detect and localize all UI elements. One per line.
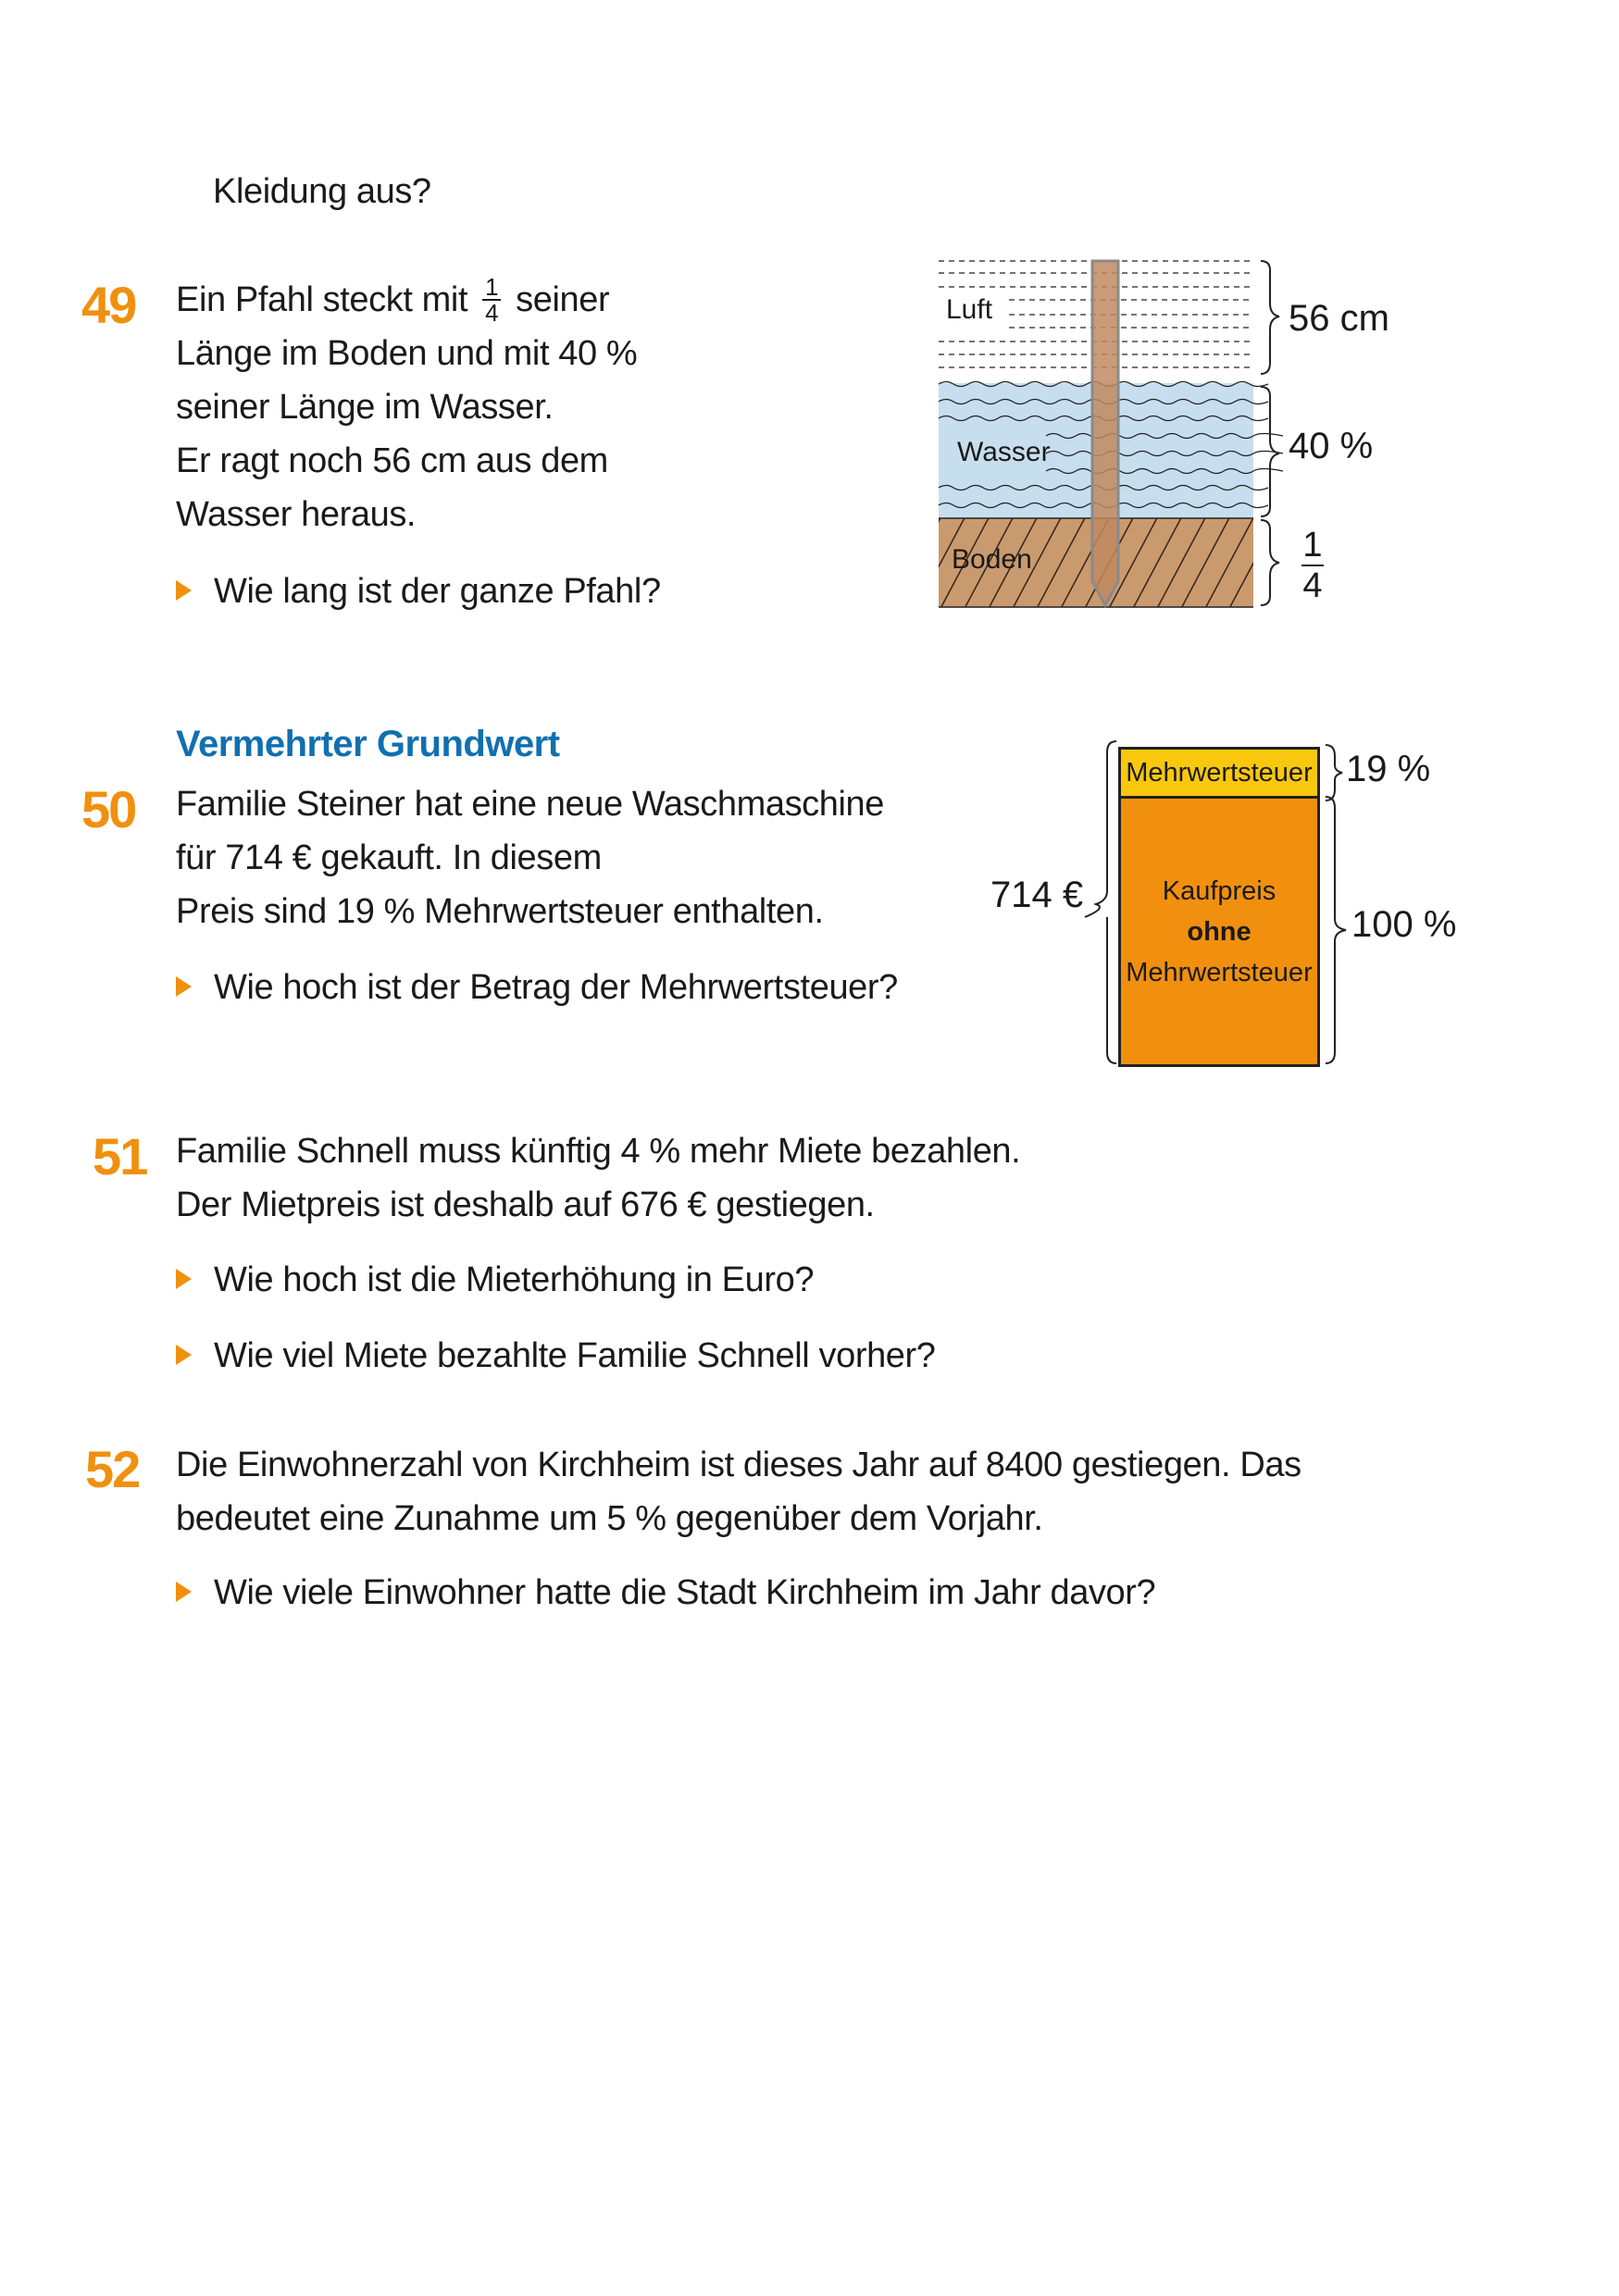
task-51-line-1: Familie Schnell muss künftig 4 % mehr Miete bezahlen. <box>176 1132 1021 1171</box>
fraction-one-quarter <box>482 272 501 327</box>
question-text: Wie viele Einwohner hatte die Stadt Kirchheim im Jahr davor? <box>214 1573 1156 1612</box>
question-text: Wie viel Miete bezahlte Familie Schnell vorher? <box>214 1336 936 1375</box>
fraction-denominator: 4 <box>1302 566 1323 605</box>
task-52-line-2: bedeutet eine Zunahme um 5 % gegenüber dem Vorjahr. <box>176 1499 1043 1538</box>
text-span: seiner <box>516 280 610 319</box>
net-price-line-3: Mehrwertsteuer <box>1126 957 1313 987</box>
task-49-line-4: Er ragt noch 56 cm aus dem <box>176 441 608 480</box>
triangle-bullet-icon <box>176 976 192 997</box>
task-49-line-1 <box>176 273 637 327</box>
task-51-question-2 <box>176 1329 936 1383</box>
task-49-text <box>176 273 637 541</box>
triangle-bullet-icon <box>176 1582 192 1602</box>
task-49-line-5: Wasser heraus. <box>176 495 417 534</box>
triangle-bullet-icon <box>176 1269 192 1289</box>
task-52-question-1 <box>176 1566 1155 1620</box>
section-heading: Vermehrter Grundwert <box>176 724 560 764</box>
layer-label-water: Wasser <box>957 437 1051 467</box>
triangle-bullet-icon <box>176 1345 192 1365</box>
net-price-line-2: ohne <box>1187 916 1252 947</box>
task-52-line-1: Die Einwohnerzahl von Kirchheim ist dieses Jahr auf 8400 gestiegen. Das <box>176 1446 1301 1484</box>
measure-air: 56 cm <box>1289 298 1389 339</box>
total-price-label: 714 € <box>990 875 1084 915</box>
vat-percent-label: 19 % <box>1346 749 1431 789</box>
task-51-line-2: Der Mietpreis ist deshalb auf 676 € gestiegen. <box>176 1185 875 1224</box>
fraction-numerator: 1 <box>1302 526 1323 565</box>
fraction-denominator: 4 <box>485 298 499 327</box>
task-50-line-2: für 714 € gekauft. In diesem <box>176 838 602 877</box>
question-text: Wie hoch ist die Mieterhöhung in Euro? <box>214 1260 815 1299</box>
question-text: Wie lang ist der ganze Pfahl? <box>214 572 661 611</box>
task-49-line-2: Länge im Boden und mit 40 % <box>176 334 638 373</box>
text-span: Ein Pfahl steckt mit <box>176 280 468 319</box>
layer-label-ground: Boden <box>952 544 1032 575</box>
fraction-numerator: 1 <box>485 272 499 301</box>
pole-diagram <box>935 250 1527 620</box>
task-52-text <box>176 1438 1301 1545</box>
pole <box>1092 261 1118 605</box>
task-50-text <box>176 777 884 938</box>
task-51-text <box>176 1124 1020 1232</box>
layer-label-air: Luft <box>946 294 993 325</box>
measure-water: 40 % <box>1289 426 1374 466</box>
net-price-line-1: Kaufpreis <box>1162 875 1277 906</box>
task-51-question-1 <box>176 1253 814 1307</box>
triangle-bullet-icon <box>176 580 192 601</box>
vat-diagram <box>981 736 1500 1074</box>
task-50-question-1 <box>176 961 898 1014</box>
task-50-line-1: Familie Steiner hat eine neue Waschmaschine <box>176 785 885 824</box>
question-text: Wie hoch ist der Betrag der Mehrwertsteuer? <box>214 968 898 1007</box>
task-number-51: 51 <box>93 1127 147 1185</box>
task-49-question-1 <box>176 565 661 618</box>
task-number-49: 49 <box>81 276 136 334</box>
carryover-text: Kleidung aus? <box>213 172 431 211</box>
task-50-line-3: Preis sind 19 % Mehrwertsteuer enthalten. <box>176 892 824 931</box>
task-number-52: 52 <box>85 1440 140 1498</box>
vat-box <box>1118 747 1320 799</box>
net-percent-label: 100 % <box>1351 904 1457 945</box>
task-number-50: 50 <box>81 780 136 838</box>
vat-box-label: Mehrwertsteuer <box>1126 757 1313 788</box>
task-49-line-3: seiner Länge im Wasser. <box>176 388 554 427</box>
net-price-box <box>1118 796 1320 1067</box>
measure-ground-fraction <box>1301 527 1324 603</box>
